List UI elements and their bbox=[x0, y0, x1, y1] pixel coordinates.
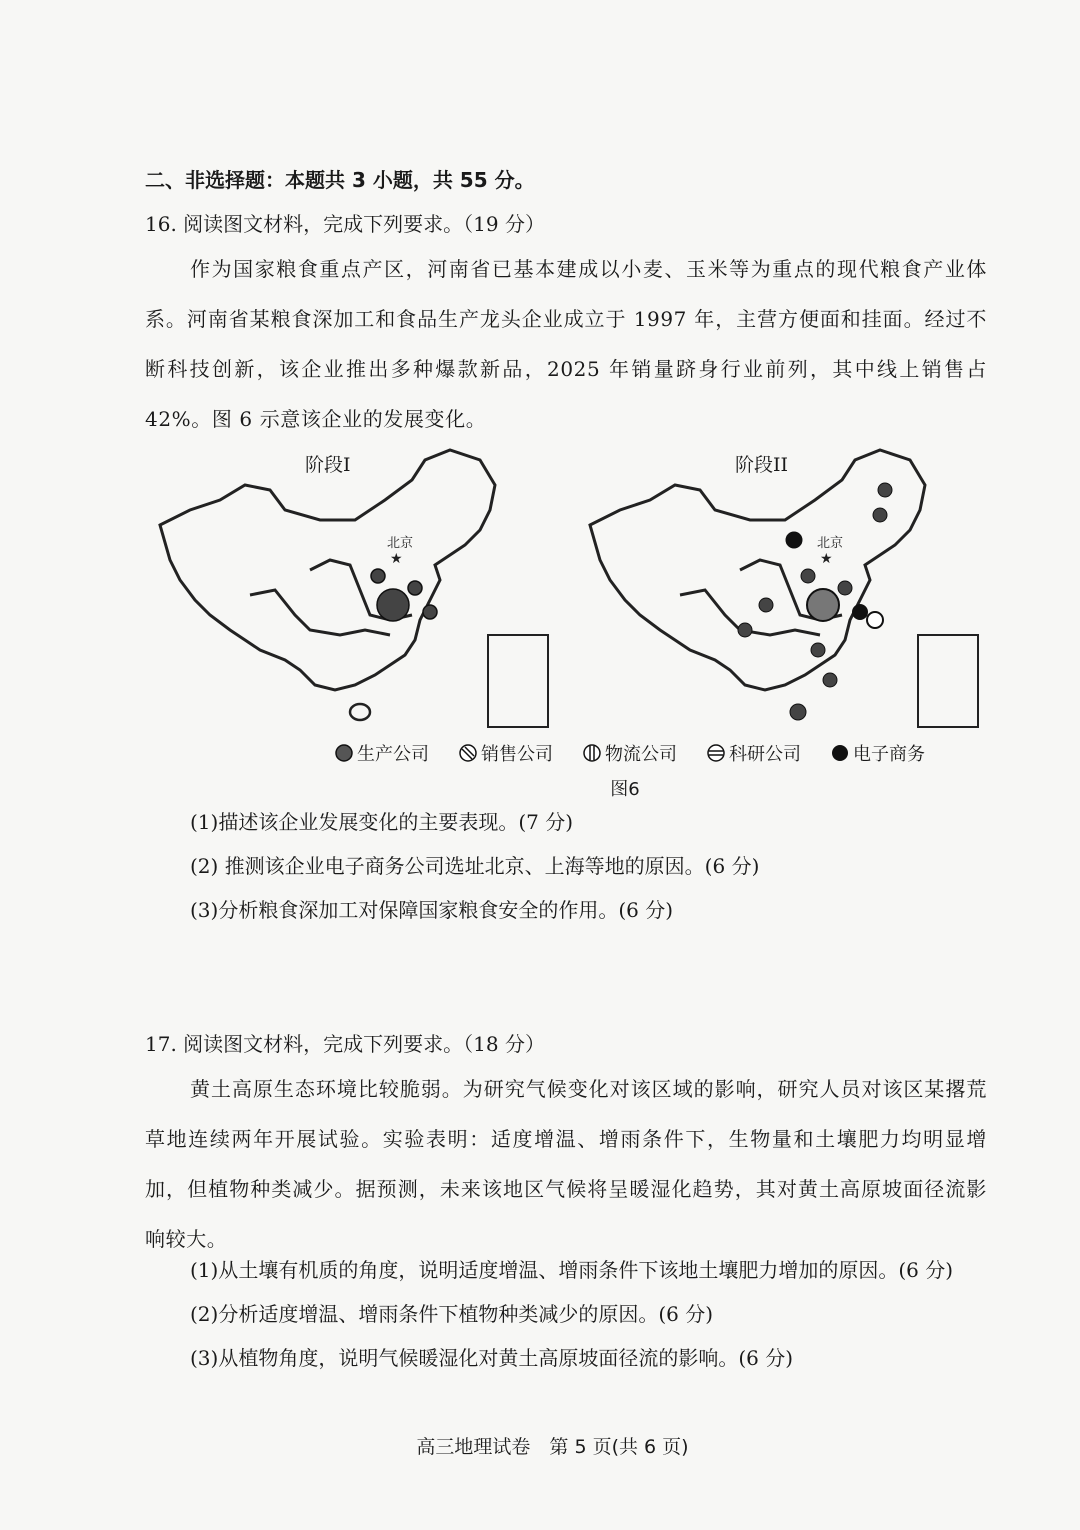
question-16-material: 作为国家粮食重点产区，河南省已基本建成以小麦、玉米等为重点的现代粮食产业体系。河南省某粮食深加工和食品生产龙头企业成立于 1997 年，主营方便面和挂面。经过不断科技创新，该企业推出多种爆款新品，2025 年销量跻身行业前列，其中线上销售占 42%。图 6 示意该企业的发展变化。 bbox=[145, 257, 987, 431]
q17-subquestion-2: (2)分析适度增温、增雨条件下植物种类减少的原因。(6 分) bbox=[190, 1302, 714, 1326]
q16-subquestion-1: (1)描述该企业发展变化的主要表现。(7 分) bbox=[190, 810, 574, 834]
question-17-material: 黄土高原生态环境比较脆弱。为研究气候变化对该区域的影响，研究人员对该区某撂荒草地连续两年开展试验。实验表明：适度增温、增雨条件下，生物量和土壤肥力均明显增加，但植物种类减少。据预测，未来该地区气候将呈暖湿化趋势，其对黄土高原坡面径流影响较大。 bbox=[145, 1077, 987, 1251]
sales-company-icon bbox=[459, 744, 477, 762]
legend-logistics-company: 物流公司 bbox=[583, 740, 677, 766]
svg-text:★: ★ bbox=[390, 551, 403, 567]
q16-subquestion-2: (2) 推测该企业电子商务公司选址北京、上海等地的原因。(6 分) bbox=[190, 854, 760, 878]
legend-ecommerce: 电子商务 bbox=[831, 740, 925, 766]
ecommerce-icon bbox=[831, 744, 849, 762]
q17-subquestion-1: (1)从土壤有机质的角度，说明适度增温、增雨条件下该地土壤肥力增加的原因。(6 分) bbox=[190, 1258, 954, 1282]
legend-research-company: 科研公司 bbox=[707, 740, 801, 766]
production-company-icon bbox=[335, 744, 353, 762]
logistics-company-icon bbox=[583, 744, 601, 762]
map-stage-2 bbox=[580, 440, 1000, 740]
stage-2-label: 阶段II bbox=[735, 454, 789, 476]
figure-legend bbox=[335, 740, 925, 766]
svg-text:北京: 北京 bbox=[817, 536, 844, 551]
question-17-title: 17. 阅读图文材料，完成下列要求。（18 分） bbox=[145, 1032, 545, 1056]
page-footer: 高三地理试卷 第 5 页(共 6 页) bbox=[416, 1436, 689, 1458]
section-header: 二、非选择题：本题共 3 小题，共 55 分。 bbox=[145, 168, 535, 192]
q17-subquestion-3: (3)从植物角度，说明气候暖湿化对黄土高原坡面径流的影响。(6 分) bbox=[190, 1346, 794, 1370]
research-company-icon bbox=[707, 744, 725, 762]
svg-text:★: ★ bbox=[820, 551, 833, 567]
map-stage-1 bbox=[150, 440, 570, 740]
beijing-label: 北京 bbox=[387, 536, 414, 551]
legend-sales-company: 销售公司 bbox=[459, 740, 553, 766]
question-16-title: 16. 阅读图文材料，完成下列要求。（19 分） bbox=[145, 212, 545, 236]
legend-production-company: 生产公司 bbox=[335, 740, 429, 766]
figure-caption: 图6 bbox=[610, 779, 640, 800]
q16-subquestion-3: (3)分析粮食深加工对保障国家粮食安全的作用。(6 分) bbox=[190, 898, 674, 922]
stage-1-label: 阶段I bbox=[305, 454, 351, 476]
